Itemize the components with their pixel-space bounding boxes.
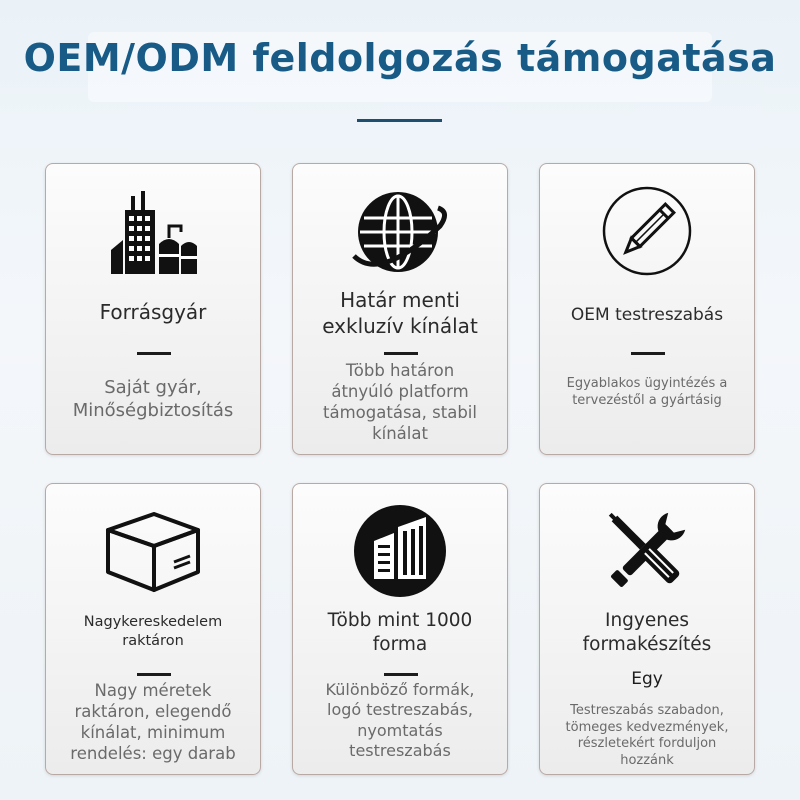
card-description: Nagy méretek raktáron, elegendő kínálat, minimum rendelés: egy darab	[70, 681, 236, 764]
globe-icon	[293, 186, 507, 276]
pencil-icon	[540, 186, 754, 276]
page-title: OEM/ODM feldolgozás támogatása	[23, 36, 777, 80]
building-icon	[293, 506, 507, 596]
card-title: OEM testreszabás	[570, 305, 724, 325]
feature-card-source-factory	[45, 163, 261, 455]
feature-card-free-mold	[539, 483, 755, 775]
card-description: Testreszabás szabadon, tömeges kedvezmények, részletekért forduljon hozzánk	[565, 703, 729, 768]
factory-icon	[46, 186, 260, 276]
tools-icon	[540, 506, 754, 596]
card-divider	[631, 352, 665, 355]
box-icon	[46, 506, 260, 596]
title-underline	[357, 119, 442, 122]
feature-card-oem-customization	[539, 163, 755, 455]
card-title: Több mint 1000 forma	[327, 610, 473, 656]
feature-card-wholesale-stock	[45, 483, 261, 775]
card-divider	[137, 673, 171, 676]
card-description: Egyablakos ügyintézés a tervezéstől a gyártásig	[566, 376, 728, 408]
card-divider	[384, 352, 418, 355]
card-description: Különböző formák, logó testreszabás, nyomtatás testreszabás	[325, 680, 475, 761]
card-title: Forrásgyár	[99, 300, 207, 324]
card-description: Saját gyár, Minőségbiztosítás	[72, 377, 234, 422]
card-divider	[137, 352, 171, 355]
card-title: Ingyenes formakészítés	[582, 610, 712, 656]
card-extra-text: Egy	[631, 669, 663, 689]
feature-card-1000-molds	[292, 483, 508, 775]
card-divider	[384, 673, 418, 676]
card-title: Határ menti exkluzív kínálat	[322, 288, 478, 338]
card-description: Több határon átnyúló platform támogatása, stabil kínálat	[323, 361, 477, 444]
card-title: Nagykereskedelem raktáron	[83, 614, 223, 649]
feature-card-cross-border	[292, 163, 508, 455]
